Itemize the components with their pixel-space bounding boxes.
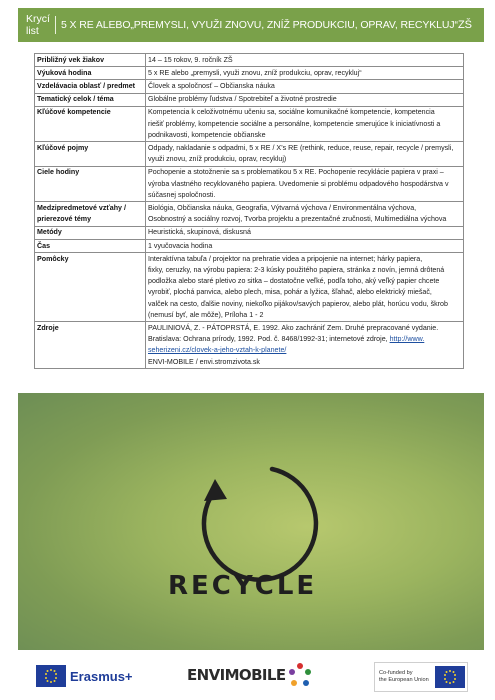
row-label-text-2: prierezové témy [37,215,92,224]
row-value-line [148,190,461,201]
row-value-text: 1 vyučovacia hodina [148,241,213,250]
row-label-text: Medzipredmetové vzťahy / [37,203,126,212]
row-value [146,106,464,142]
row-value-text: Interaktívna tabuľa / projektor na prehratie videa a pripojenie na internet; hárky papiera, [148,254,423,263]
row-value-line [148,254,461,265]
row-label-text: Výuková hodina [37,68,92,77]
table-row [35,226,464,239]
row-value-text: Bratislava: Ochrana prírody, 1992. Pod. č. 8468/1992-31; internetové zdroje, [148,335,390,344]
row-value-line [148,276,461,287]
table-row [35,54,464,67]
erasmus-logo [36,662,133,690]
row-value [146,322,464,369]
eu-line-1: Co-funded by [379,670,413,676]
row-value [146,202,464,226]
row-label [35,253,146,322]
row-value-line [148,265,461,276]
row-value-line [148,227,461,238]
people-circle-icon [287,662,313,690]
recycle-arrow-icon [18,393,484,650]
row-value-text: vyrobiť, plochá panvica, alebo plech, misa, pohár a lyžica, šľahač, alebo elektrický miešač, [148,288,432,297]
row-value-text: Globálne problémy ľudstva / Spotrebiteľ a životné prostredie [148,95,337,104]
row-value-line [148,143,461,154]
row-value-line [148,119,461,130]
row-label [35,226,146,239]
row-value [146,240,464,253]
row-value-text: Osobnostný a sociálny rozvoj, Tvorba projektu a prezentačné zručnosti, Multimediálna výchova [148,215,447,224]
table-row [35,67,464,80]
row-value [146,226,464,239]
row-value [146,67,464,80]
row-value-text: podnikavosti, kompetencie občianske [148,130,266,139]
row-value-line [148,334,461,345]
row-value-line [148,310,461,321]
row-value-line [148,179,461,190]
row-value-text: Človek a spoločnosť – Občianska náuka [148,81,275,90]
row-label-text: Tematický celok / téma [37,95,114,104]
row-label [35,202,146,226]
row-value-line [148,299,461,310]
row-value-text: Pochopenie a stotožnenie sa s problematikou 5 x RE. Pochopenie recyklácie papiera v praxi – [148,168,444,177]
row-label-text: Vzdelávacia oblasť / predmet [37,81,136,90]
row-label-text: Čas [37,241,51,250]
eu-flag-small-icon [435,666,465,688]
row-value-line [148,130,461,141]
row-value-text: (nemusí byť, ale môže), Príloha 1 - 2 [148,310,264,319]
table-row [35,93,464,106]
row-value-text: fixky, ceruzky, na výrobu papiera: 2-3 kúsky použitého papiera, stránka z novín, jemná drôtená [148,265,445,274]
row-label-text: Pomôcky [37,254,69,263]
row-label [35,142,146,166]
footer [0,650,495,700]
row-value-line [148,214,461,225]
recycle-text: RECYCLE [168,571,318,601]
table-row [35,80,464,93]
envimobile-logo [187,660,317,694]
lesson-info-table [34,53,464,369]
eu-cofunded-text [375,670,433,684]
row-value-line [148,55,461,66]
row-value-line [148,68,461,79]
row-value [146,93,464,106]
row-value-text: 5 x RE alebo „premysli, využi znovu, zníž produkciu, oprav, recykluj“ [148,68,362,77]
eu-line-2: the European Union [379,677,429,683]
eu-flag-icon [36,665,66,687]
row-value-line [148,94,461,105]
row-value-text: riešiť problémy, kompetencie sociálne a personálne, kompetencie smerujúce k iniciatívnosti a [148,119,441,128]
row-value [146,80,464,93]
row-value-line [148,154,461,165]
row-label [35,80,146,93]
row-value [146,253,464,322]
table-row [35,202,464,226]
row-value-text: Kompetencia k celoživotnému učeniu sa, sociálne komunikačné kompetencie, kompetencia [148,108,435,117]
header-title: 5 X RE ALEBO„PREMYSLI, VYUŽI ZNOVU, ZNÍŽ PRODUKCIU, OPRAV, RECYKLUJ“ [60,19,458,31]
row-label-text: Kľúčové pojmy [37,143,89,152]
row-value-line [148,287,461,298]
eu-cofunded-logo [374,662,468,692]
row-value-text: výroba vlastného recyklovaného papiera. Uvedomenie si problému odpadového hospodárstva v [148,179,449,188]
row-label-text: Kľúčové kompetencie [37,108,111,117]
row-value-text: využi znovu, zníž produkciu, oprav, recykluj) [148,155,287,164]
row-value-line: ENVI-MOBILE / envi.stromzivota.sk [148,357,260,366]
row-label [35,106,146,142]
header-bar [18,8,484,42]
row-value-text: 14 – 15 rokov, 9. ročník ZŠ [148,55,233,64]
row-label [35,166,146,202]
row-value-line [148,81,461,92]
row-value-line [148,167,461,178]
row-value [146,142,464,166]
table-row [35,142,464,166]
row-value-text: súčasnej spoločnosti. [148,190,216,199]
envimobile-label: ENVIMOBILE [187,666,286,684]
row-value-line [148,107,461,118]
row-value-text: podložka alebo staré pletivo zo sitka – dostatočne veľké, podľa toho, aký veľký papier chcete [148,277,440,286]
row-label-text: Metódy [37,228,62,237]
row-label-text: Približný vek žiakov [37,55,105,64]
row-label [35,240,146,253]
row-value-text: valček na cesto, ďalšie noviny, niekoľko pijákov/savých papierov, alebo plát, horúcu vodu, škrob [148,299,448,308]
table-row [35,166,464,202]
row-label [35,322,146,369]
row-value [146,166,464,202]
row-label [35,93,146,106]
row-label-text: Zdroje [37,323,59,332]
table-row [35,322,464,369]
row-value-text: Heuristická, skupinová, diskusná [148,228,251,237]
table-row [35,106,464,142]
recycle-banner [18,393,484,650]
row-label [35,54,146,67]
header-right-label: ZŠ [457,19,472,31]
row-value [146,54,464,67]
row-value-text: PAULINIOVÁ, Z. - PÁTOPRSTÁ, E. 1992. Ako zachrániť Zem. Druhé prepracované vydanie. [148,323,439,332]
row-label-text: Ciele hodiny [37,168,80,177]
erasmus-label: Erasmus+ [70,668,133,684]
row-value-text: Biológia, Občianska náuka, Geografia, Výtvarná výchova / Environmentálna výchova, [148,203,417,212]
table-row [35,253,464,322]
table-row [35,240,464,253]
row-value-line [148,241,461,252]
header-left-label: Krycí list [26,13,50,37]
source-link[interactable]: http://www. [389,335,425,344]
row-label [35,67,146,80]
row-value-text: Odpady, nakladanie s odpadmi, 5 x RE / X’s RE (rethink, reduce, reuse, repair, recycle / premysli, [148,143,454,152]
row-value-line [148,203,461,214]
row-value-line [148,323,461,334]
source-link-continued[interactable]: seherizeni.cz/clovek-a-jeho-vztah-k-planete/ [148,346,287,355]
